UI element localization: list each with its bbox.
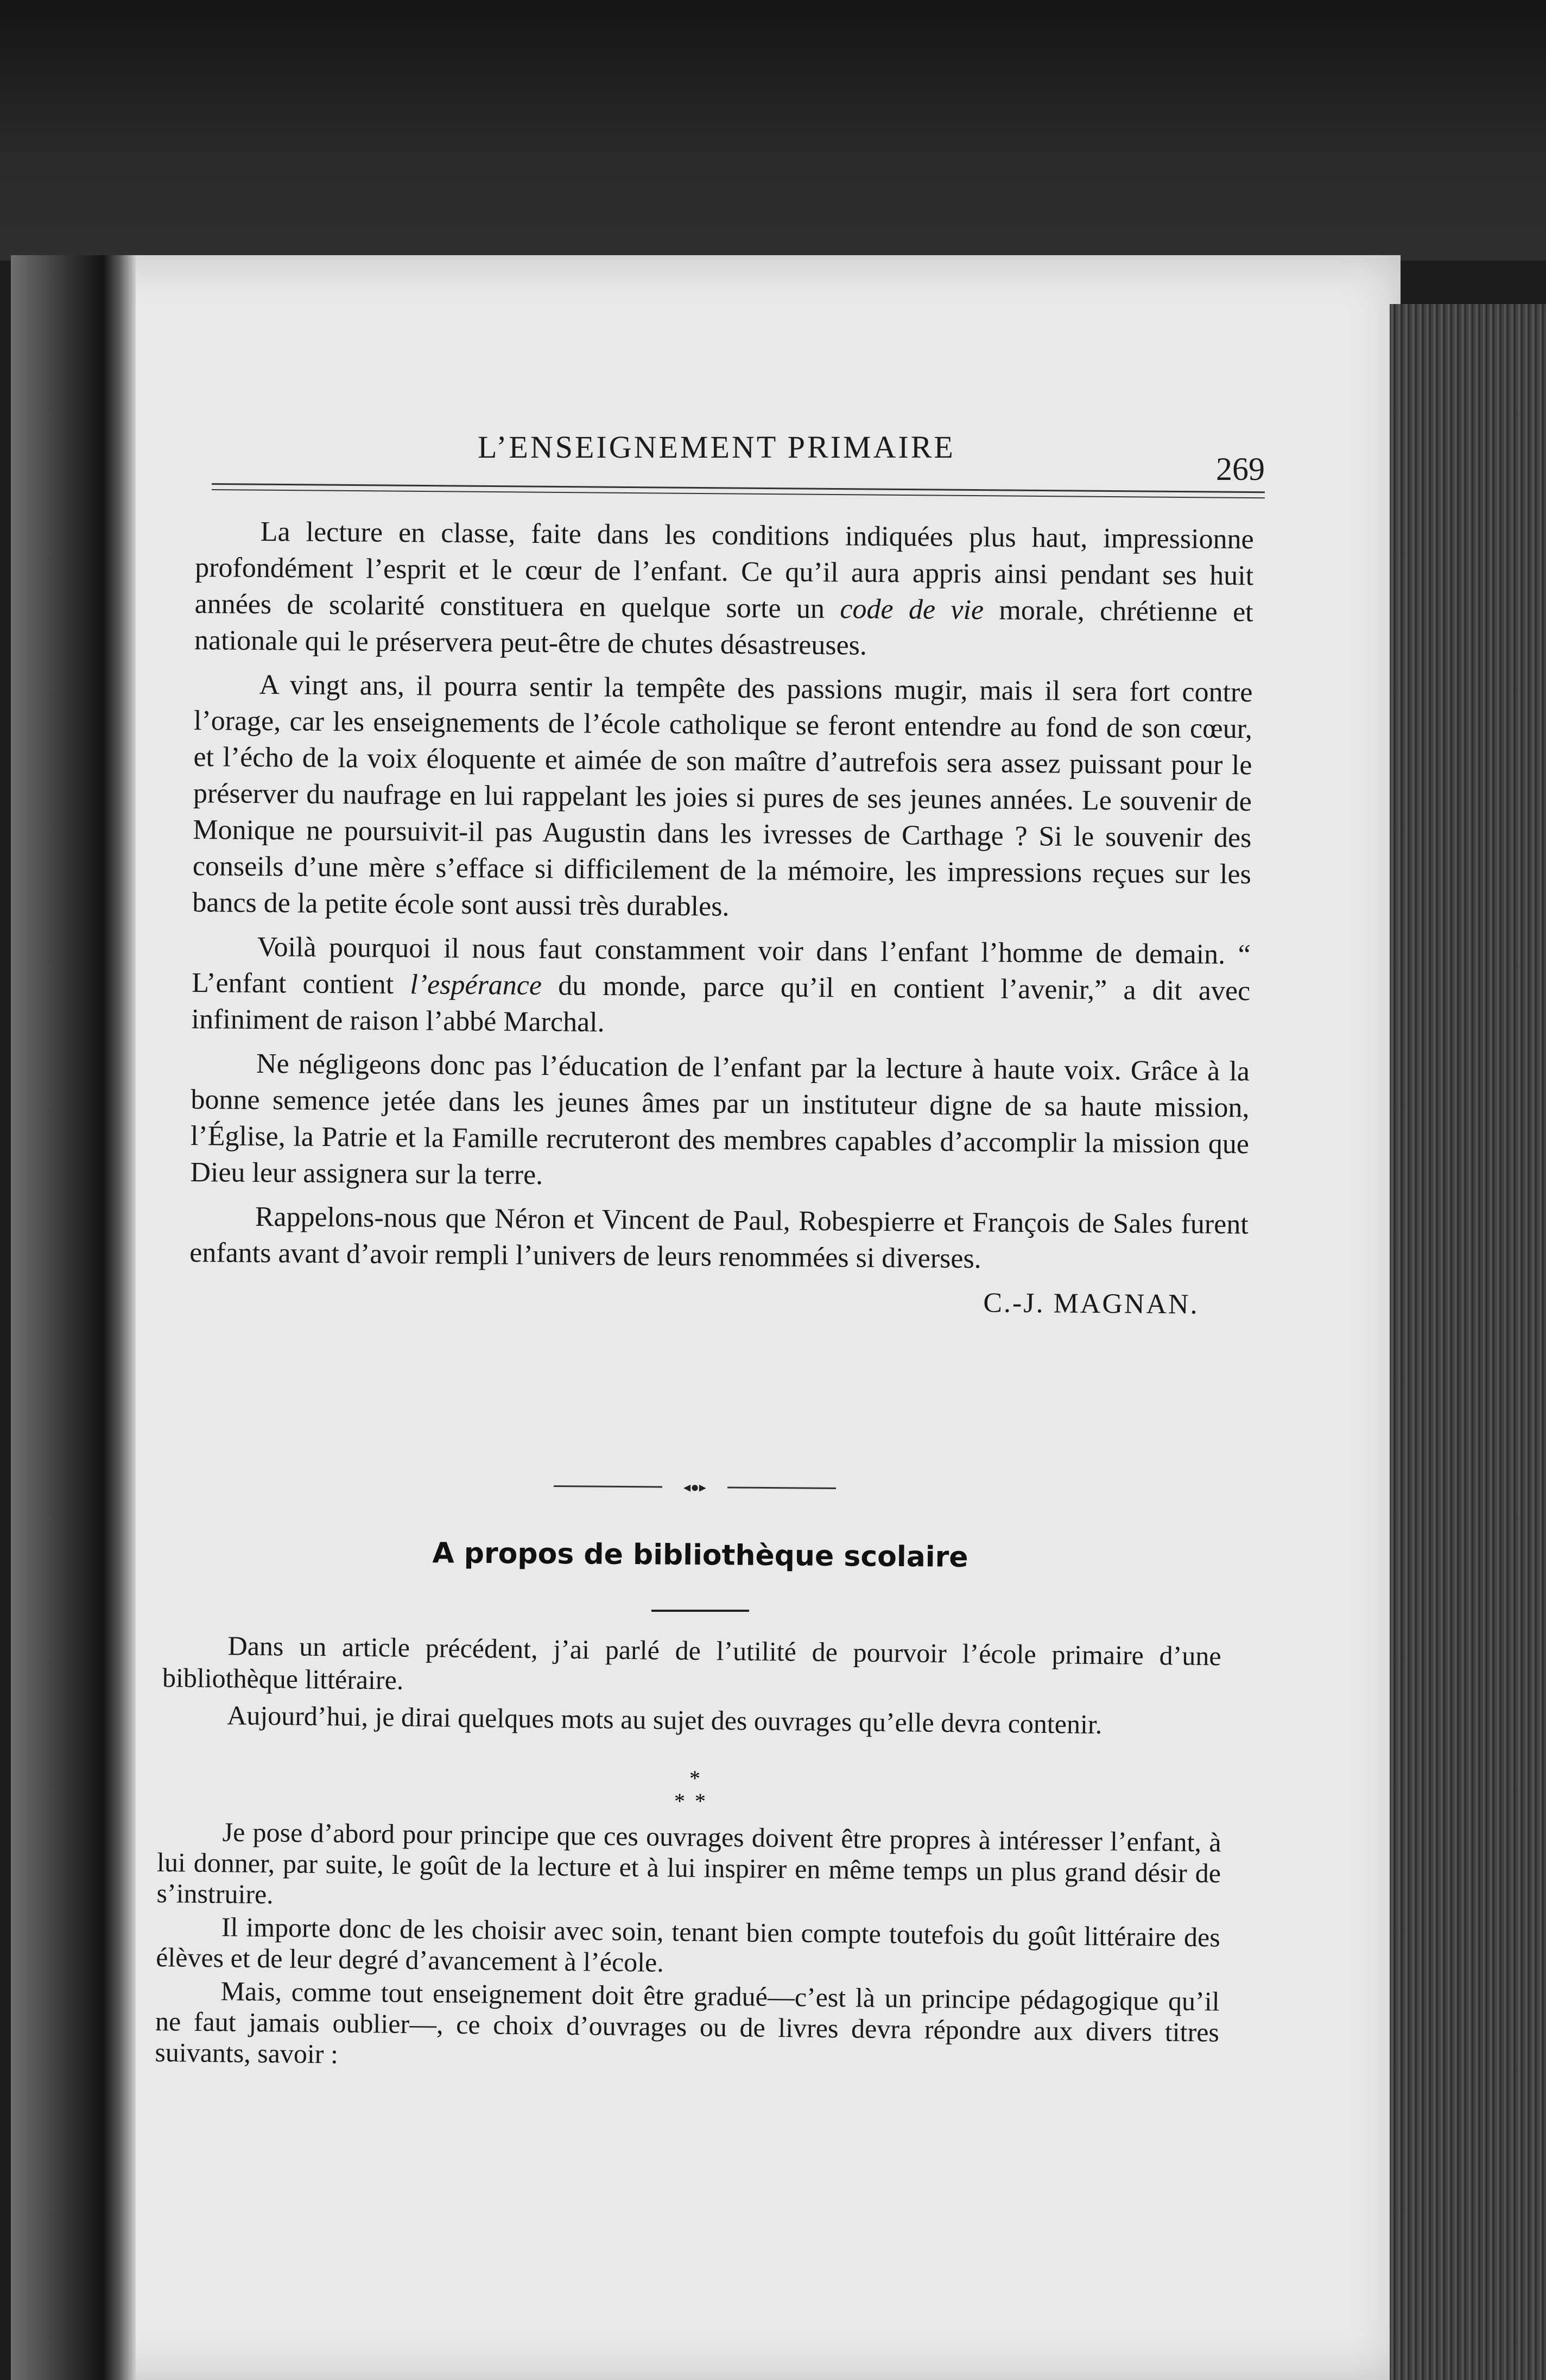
paragraph: Aujourd’hui, je dirai quelques mots au sujet des ouvrages qu’elle devra contenir. [227, 1700, 1103, 1740]
paragraph: Je pose d’abord pour principe que ces ouvrages doivent être propres à intéresser l’enfant, à lui donner, par suite, le goût de la lecture et à lui inspirer en même temps un plus grand désir de s’instruire. [156, 1816, 1221, 1910]
paragraph: Rappelons-nous que Néron et Vincent de Paul, Robespierre et François de Sales furent enfants avant d’avoir rempli l’univers de leurs renommées si diverses. [189, 1201, 1249, 1275]
ornament-line-right [727, 1486, 836, 1489]
asterism [641, 1767, 749, 1813]
paragraph: La lecture en classe, faite dans les conditions indiquées plus haut, impressionne profondément l’esprit et le cœur de l’enfant. Ce qu’il aura appris ainsi pendant ses huit années de scolarité constituera en quelque sorte un code de vie morale, chrétienne et nationale qui le préservera peut-être de chutes désastreuses. [194, 516, 1254, 661]
page-number: 269 [1216, 451, 1265, 487]
italic-phrase: l’espérance [410, 969, 542, 1002]
section-body [155, 1816, 1221, 2081]
ornament-icon: ◂●▸ [683, 1479, 707, 1496]
section-intro [162, 1629, 1221, 1746]
running-title: L’ENSEIGNEMENT PRIMAIRE [478, 429, 955, 465]
article-body [189, 513, 1254, 1323]
paragraph: Ne négligeons donc pas l’éducation de l’enfant par la lecture à haute voix. Grâce à la bonne semence jetée dans les jeunes âmes par un instituteur digne de sa haute mission, l’Église, la Patrie et la Famille recruteront des membres capables d’accomplir la mission que Dieu leur assignera sur la terre. [190, 1048, 1250, 1191]
asterism-bottom: ** [674, 1789, 715, 1813]
title-underline [651, 1610, 749, 1612]
paragraph: Voilà pourquoi il nous faut constamment voir dans l’enfant l’homme de demain. “ L’enfant contient l’espérance du monde, parce qu’il en contient l’avenir,” a dit avec infiniment de raison l’abbé Marchal. [191, 931, 1251, 1038]
scan-background [0, 0, 1546, 261]
paragraph: Mais, comme tout enseignement doit être gradué—c’est là un principe pédagogique qu’il ne faut jamais oublier—, ce choix d’ouvrages ou de livres devra répondre aux divers titres suivants, savoir : [155, 1976, 1220, 2069]
paragraph: A vingt ans, il pourra sentir la tempête des passions mugir, mais il sera fort contre l’orage, car les enseignements de l’école catholique se feront entendre au fond de son cœur, et l’écho de la voix éloquente et aimée de son maître d’autrefois sera assez puissant pour le préserver du naufrage en lui rappelant les joies si pures de ses jeunes années. Le souvenir de Monique ne poursuivit-il pas Augustin dans les ivresses de Carthage ? Si le souvenir des conseils d’une mère s’efface si difficilement de la mémoire, les impressions reçues sur les bancs de la petite école sont aussi très durables. [192, 669, 1253, 922]
paragraph: Dans un article précédent, j’ai parlé de l’utilité de pourvoir l’école primaire d’une bibliothèque littéraire. [162, 1630, 1221, 1695]
asterism-top: * [689, 1766, 700, 1790]
ornament-divider [554, 1478, 836, 1497]
section-title: A propos de bibliothèque scolaire [432, 1537, 968, 1574]
page-edges [1390, 304, 1546, 2380]
author-signature: C.-J. MAGNAN. [983, 1287, 1199, 1320]
book-binding [11, 255, 136, 2380]
italic-phrase: code de vie [840, 593, 984, 626]
ornament-line-left [554, 1485, 662, 1488]
paragraph: Il importe donc de les choisir avec soin, tenant bien compte toutefois du goût littéraire des élèves et de leur degré d’avancement à l’école. [155, 1911, 1221, 1978]
